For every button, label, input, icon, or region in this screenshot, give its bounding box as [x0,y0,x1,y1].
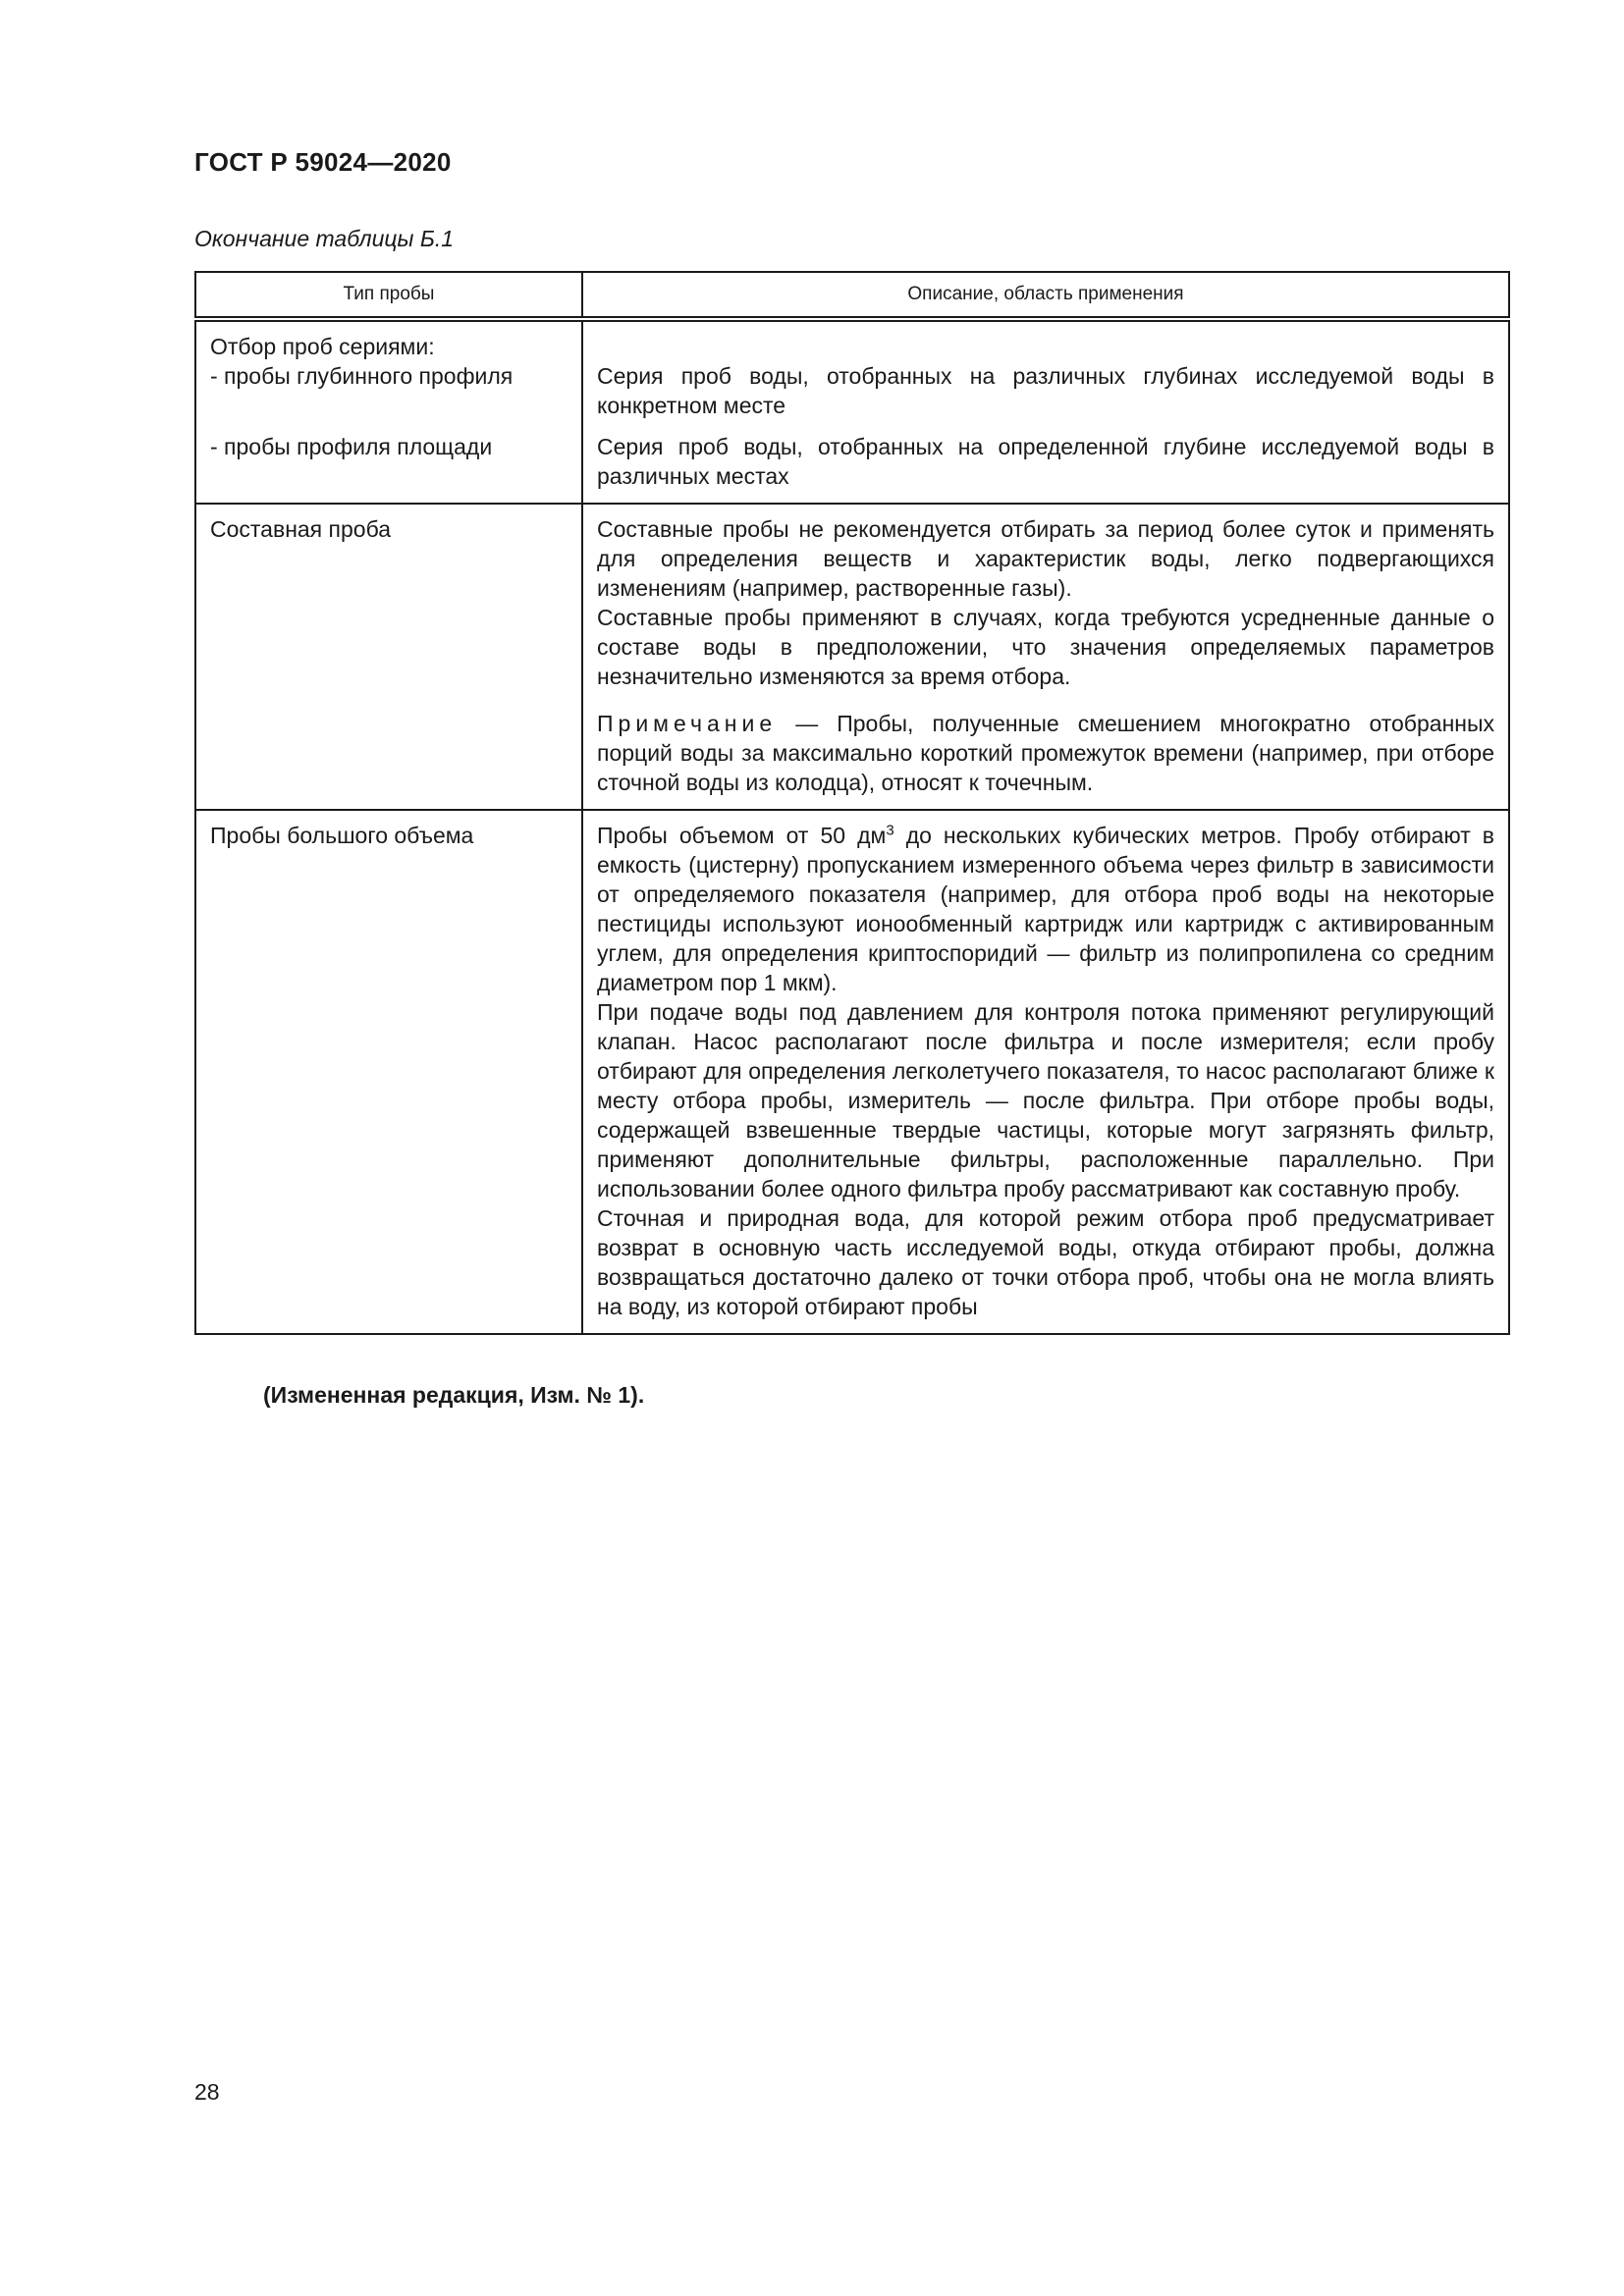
table-row [195,319,1509,504]
column-header-type: Тип пробы [195,272,582,319]
type-cell: Пробы большого объема [195,810,582,1334]
large-volume-description-3: Сточная и природная вода, для которой режим отбора проб предусматривает возврат в основную часть исследуемой воды, откуда отбирают пробы, должна возвращаться достаточно далеко от точки отбора проб, чтобы она не могла влиять на воду, из которой отбирают пробы [597,1205,1494,1319]
table-row [195,504,1509,810]
desc-text: Пробы объемом от 50 дм [597,823,887,848]
series-sampling-title: Отбор проб сериями: [210,334,435,359]
composite-note [597,709,1494,797]
description-cell [582,504,1509,810]
description-cell [582,319,1509,504]
area-profile-type: - пробы профиля площади [210,434,493,459]
page-number: 28 [194,2079,220,2105]
large-volume-description-2: При подаче воды под давлением для контроля потока применяют регулирующий клапан. Насос располагают после фильтра и после измерителя; если пробу отбирают для определения легколетучего показателя, то насос располагают ближе к месту отбора пробы, измеритель — после фильтра. При отборе пробы воды, содержащей взвешенные твердые частицы, которые могут загрязнять фильтр, применяют дополнительные фильтры, расположенные параллельно. При использовании более одного фильтра пробу рассматривают как составную пробу. [597,999,1494,1201]
description-cell [582,810,1509,1334]
depth-profile-type: - пробы глубинного профиля [210,363,514,389]
table-row [195,810,1509,1334]
sample-types-table [194,271,1510,1335]
document-header: ГОСТ Р 59024—2020 [194,147,452,177]
large-volume-description-1 [597,821,1494,997]
depth-profile-description: Серия проб воды, отобранных на различных глубинах исследуемой воды в конкретном месте [597,363,1494,418]
superscript: 3 [886,822,894,839]
column-header-description: Описание, область применения [582,272,1509,319]
table-header-row [195,272,1509,319]
composite-description-1: Составные пробы не рекомендуется отбирать за период более суток и применять для определения веществ и характеристик воды, легко подвергающихся изменениям (например, растворенные газы). [597,516,1494,601]
amendment-note: (Измененная редакция, Изм. № 1). [263,1382,645,1408]
note-label: Примечание [597,711,778,736]
type-cell [195,319,582,504]
area-profile-description: Серия проб воды, отобранных на определенной глубине исследуемой воды в различных местах [597,434,1494,489]
type-cell: Составная проба [195,504,582,810]
composite-description-2: Составные пробы применяют в случаях, когда требуются усредненные данные о составе воды в предположении, что значения определяемых параметров незначительно изменяются за время отбора. [597,605,1494,689]
table-caption: Окончание таблицы Б.1 [194,226,455,251]
note-text: — Пробы, полученные смешением многократно отобранных порций воды за максимально короткий промежуток времени (например, при отборе сточной воды из колодца), относят к точечным. [597,711,1494,795]
desc-text: до нескольких кубических метров. Пробу отбирают в емкость (цистерну) пропусканием измеренного объема через фильтр в зависимости от определяемого показателя (например, для отбора проб воды на некоторые пестициды используют ионообменный картридж или картридж с активированным углем, для определения криптоспоридий — фильтр из полипропилена со средним диаметром пор 1 мкм). [597,823,1494,995]
